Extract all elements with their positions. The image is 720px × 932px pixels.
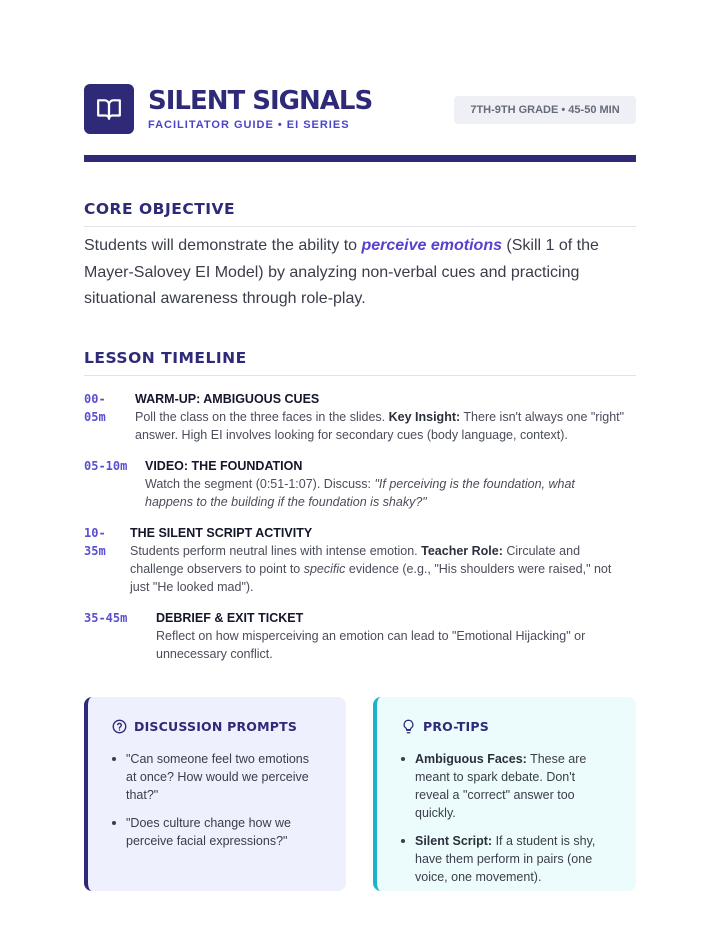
timeline-time-start: 10- [84, 526, 106, 540]
emphasis-specific: specific [303, 562, 346, 576]
desc-text: Students perform neutral lines with intense emotion. [130, 544, 422, 558]
lightbulb-icon [401, 719, 416, 734]
desc-text: There isn't always one "right" answer. High EI involves looking for secondary cues (body language, context). [135, 410, 625, 442]
pro-tips-card [373, 697, 636, 891]
page-subtitle: FACILITATOR GUIDE • EI SERIES [148, 119, 350, 131]
tip-label: Silent Script: [415, 834, 493, 848]
teacher-role-label: Teacher Role: [421, 544, 503, 558]
timeline-time: 05-10m [84, 459, 128, 473]
timeline-description: Reflect on how misperceiving an emotion can lead to "Emotional Hijacking" or unnecessary conflict. [156, 629, 586, 661]
logo [84, 84, 134, 134]
timeline-time-end: 35m [84, 544, 106, 558]
desc-text: evidence (e.g., "His shoulders were raised," not just "He looked mad"). [130, 562, 612, 594]
list-item: "Can someone feel two emotions at once? How would we perceive that?" [112, 750, 322, 804]
list-item [401, 750, 612, 822]
pro-tips-title: PRO-TIPS [423, 719, 489, 734]
open-book-icon [96, 96, 122, 122]
timeline-description [135, 408, 641, 444]
timeline-time [84, 390, 106, 426]
key-insight-label: Key Insight: [388, 410, 461, 424]
discussion-prompts-title: DISCUSSION PROMPTS [134, 719, 298, 734]
discussion-prompts-header [112, 719, 322, 734]
page-title: SILENT SIGNALS [148, 86, 373, 116]
list-item: "Does culture change how we perceive facial expressions?" [112, 814, 322, 850]
timeline-title: DEBRIEF & EXIT TICKET [156, 611, 304, 625]
grade-badge: 7TH-9TH GRADE • 45-50 MIN [454, 96, 636, 124]
timeline-body [135, 390, 641, 444]
timeline-title: VIDEO: THE FOUNDATION [145, 459, 303, 473]
objective-text [84, 233, 644, 313]
pro-tips-list [401, 750, 612, 886]
desc-text: Circulate and challenge observers to point to [130, 544, 581, 576]
question-circle-icon [112, 719, 127, 734]
desc-text: Watch the segment (0:51-1:07). Discuss: [145, 477, 375, 491]
objective-heading: CORE OBJECTIVE [84, 200, 636, 227]
timeline-time-end: 05m [84, 410, 106, 424]
tip-text: If a student is shy, have them perform in pairs (one voice, one movement). [415, 834, 596, 884]
timeline-time [84, 524, 106, 560]
timeline-time: 35-45m [84, 611, 128, 625]
objective-text-start: Students will demonstrate the ability to [84, 237, 362, 254]
discussion-quote: "If perceiving is the foundation, what happens to the building if the foundation is shaky?" [145, 477, 575, 509]
objective-emphasis: perceive emotions [361, 237, 502, 254]
tip-text: These are meant to spark debate. Don't reveal a "correct" answer too quickly. [415, 752, 587, 820]
page-header [84, 84, 636, 136]
desc-text: Poll the class on the three faces in the slides. [135, 410, 389, 424]
timeline-time-start: 00- [84, 392, 106, 406]
timeline-title: WARM-UP: AMBIGUOUS CUES [135, 392, 320, 406]
timeline-description [130, 542, 630, 596]
tip-label: Ambiguous Faces: [415, 752, 527, 766]
timeline-heading: LESSON TIMELINE [84, 349, 636, 376]
objective-text-end: (Skill 1 of the Mayer-Salovey EI Model) by analyzing non-verbal cues and practicing situational awareness through role-play. [84, 237, 599, 307]
timeline-title: THE SILENT SCRIPT ACTIVITY [130, 526, 313, 540]
timeline-body [156, 609, 626, 663]
list-item [401, 832, 612, 886]
pro-tips-header [401, 719, 612, 734]
timeline-body [130, 524, 630, 596]
discussion-prompts-card [84, 697, 346, 891]
discussion-prompts-list [112, 750, 322, 850]
header-divider [84, 155, 636, 162]
timeline-body [145, 457, 625, 511]
timeline-description [145, 475, 625, 511]
